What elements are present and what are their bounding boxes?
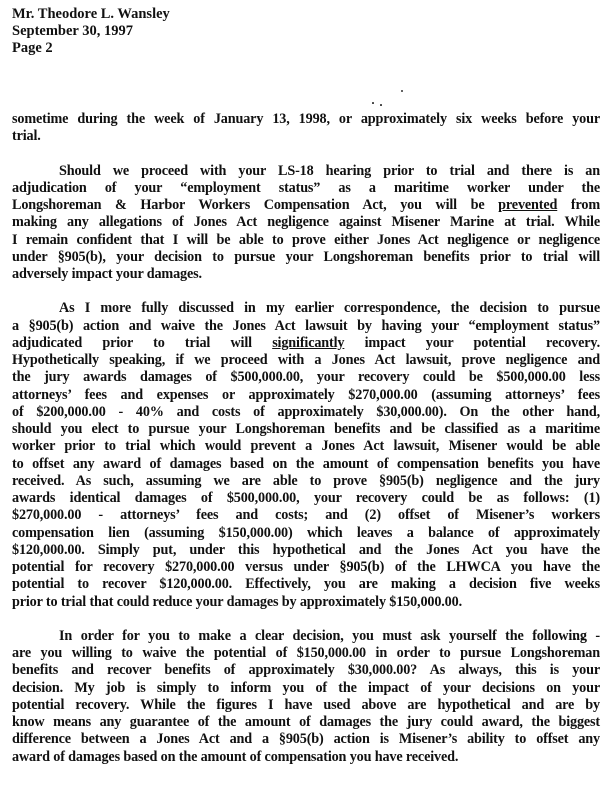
- scan-speck: [372, 102, 374, 104]
- text-line: to offset any award of damages based on the amount of compensation benefits you have: [12, 455, 600, 472]
- text-line: $120,000.00. Simply put, under this hypothetical and the Jones Act you have the: [12, 541, 600, 558]
- text-line: potential for recovery $270,000.00 versus under §905(b) of the LHWCA you have the: [12, 559, 600, 575]
- text-line: adversely impact your damages.: [12, 266, 202, 282]
- text-line: $270,000.00 - attorneys’ fees and costs; and (2) offset of Misener’s workers: [12, 507, 600, 524]
- text-line: Should we proceed with your LS-18 hearing prior to trial and there is an: [59, 162, 600, 179]
- text-line: know means any guarantee of the amount of damages the jury could award, the biggest: [12, 714, 600, 730]
- text-line: the jury awards damages of $500,000.00, your recovery could be $500,000.00 less: [12, 369, 600, 386]
- text-line: difference between a Jones Act and a §905(b) action is Misener’s ability to offset any: [12, 731, 600, 748]
- text-line: a §905(b) action and waive the Jones Act lawsuit by having your “employment status”: [12, 317, 600, 334]
- text-line: of $200,000.00 - 40% and costs of approximately $30,000.00). On the other hand,: [12, 403, 600, 420]
- text-line: I remain confident that I will be able to prove either Jones Act negligence or negligence: [12, 231, 600, 248]
- text-line: trial.: [12, 128, 41, 145]
- paragraph-continuation: [12, 111, 600, 146]
- text-line: attorneys’ fees and expenses or approximately $270,000.00 (assuming attorneys’ fees: [12, 386, 600, 403]
- letter-date: September 30, 1997: [12, 23, 133, 39]
- text-segment: impact your potential recovery.: [344, 334, 600, 351]
- text-line: [12, 197, 600, 214]
- recipient-name: Mr. Theodore L. Wansley: [12, 6, 170, 22]
- text-line: As I more fully discussed in my earlier correspondence, the decision to pursue: [59, 300, 600, 317]
- text-line: award of damages based on the amount of compensation you have received.: [12, 748, 459, 765]
- text-line: worker prior to trial which would prevent a Jones Act lawsuit, Misener would be able: [12, 438, 600, 455]
- paragraph-decision: [12, 628, 600, 766]
- underlined-word: significantly: [272, 334, 345, 351]
- page-number: Page 2: [12, 40, 53, 56]
- text-line: are you willing to waive the potential of $150,000.00 in order to pursue Longshoreman: [12, 645, 600, 661]
- letter-header: [12, 6, 170, 57]
- text-line: benefits and recover benefits of approximately $30,000.00? As always, this is your: [12, 662, 600, 679]
- paragraph-ls18-hearing: [12, 163, 600, 284]
- text-segment: from: [557, 197, 600, 213]
- text-segment: adjudicated prior to trial will: [12, 334, 273, 351]
- text-line: decision. My job is simply to inform you of the impact of your decisions on your: [12, 679, 600, 696]
- text-line: Hypothetically speaking, if we proceed with a Jones Act lawsuit, prove negligence and: [12, 352, 600, 368]
- underlined-word: prevented: [498, 197, 558, 213]
- letter-body: [12, 111, 600, 766]
- text-line: should you elect to pursue your Longshoreman benefits and be classified as a maritime: [12, 421, 600, 437]
- text-line: awards identical damages of $500,000.00, your recovery could be as follows: (1): [12, 490, 600, 506]
- text-line: under §905(b), your decision to pursue your Longshoreman benefits prior to trial will: [12, 248, 600, 265]
- text-line: making any allegations of Jones Act negligence against Misener Marine at trial. While: [12, 214, 600, 231]
- paragraph-hypothetical: [12, 300, 600, 611]
- text-line: compensation lien (assuming $150,000.00) which leaves a balance of approximately: [12, 524, 600, 541]
- text-line: prior to trial that could reduce your damages by approximately $150,000.00.: [12, 593, 462, 610]
- text-segment: Longshoreman & Harbor Workers Compensation Act, you will be: [12, 197, 485, 213]
- text-line: potential recovery. While the figures I have used above are hypothetical and are by: [12, 696, 600, 713]
- scan-speck: [401, 90, 403, 92]
- text-line: sometime during the week of January 13, 1998, or approximately six weeks before your: [12, 111, 600, 127]
- text-line: received. As such, assuming we are able to prove §905(b) negligence and the jury: [12, 472, 600, 489]
- text-line: potential to recover $120,000.00. Effectively, you are making a decision five weeks: [12, 576, 600, 593]
- text-line: In order for you to make a clear decision, you must ask yourself the following -: [59, 627, 600, 644]
- text-line: adjudication of your “employment status” as a maritime worker under the: [12, 179, 600, 196]
- scan-speck: [380, 104, 382, 106]
- text-line: [12, 335, 600, 352]
